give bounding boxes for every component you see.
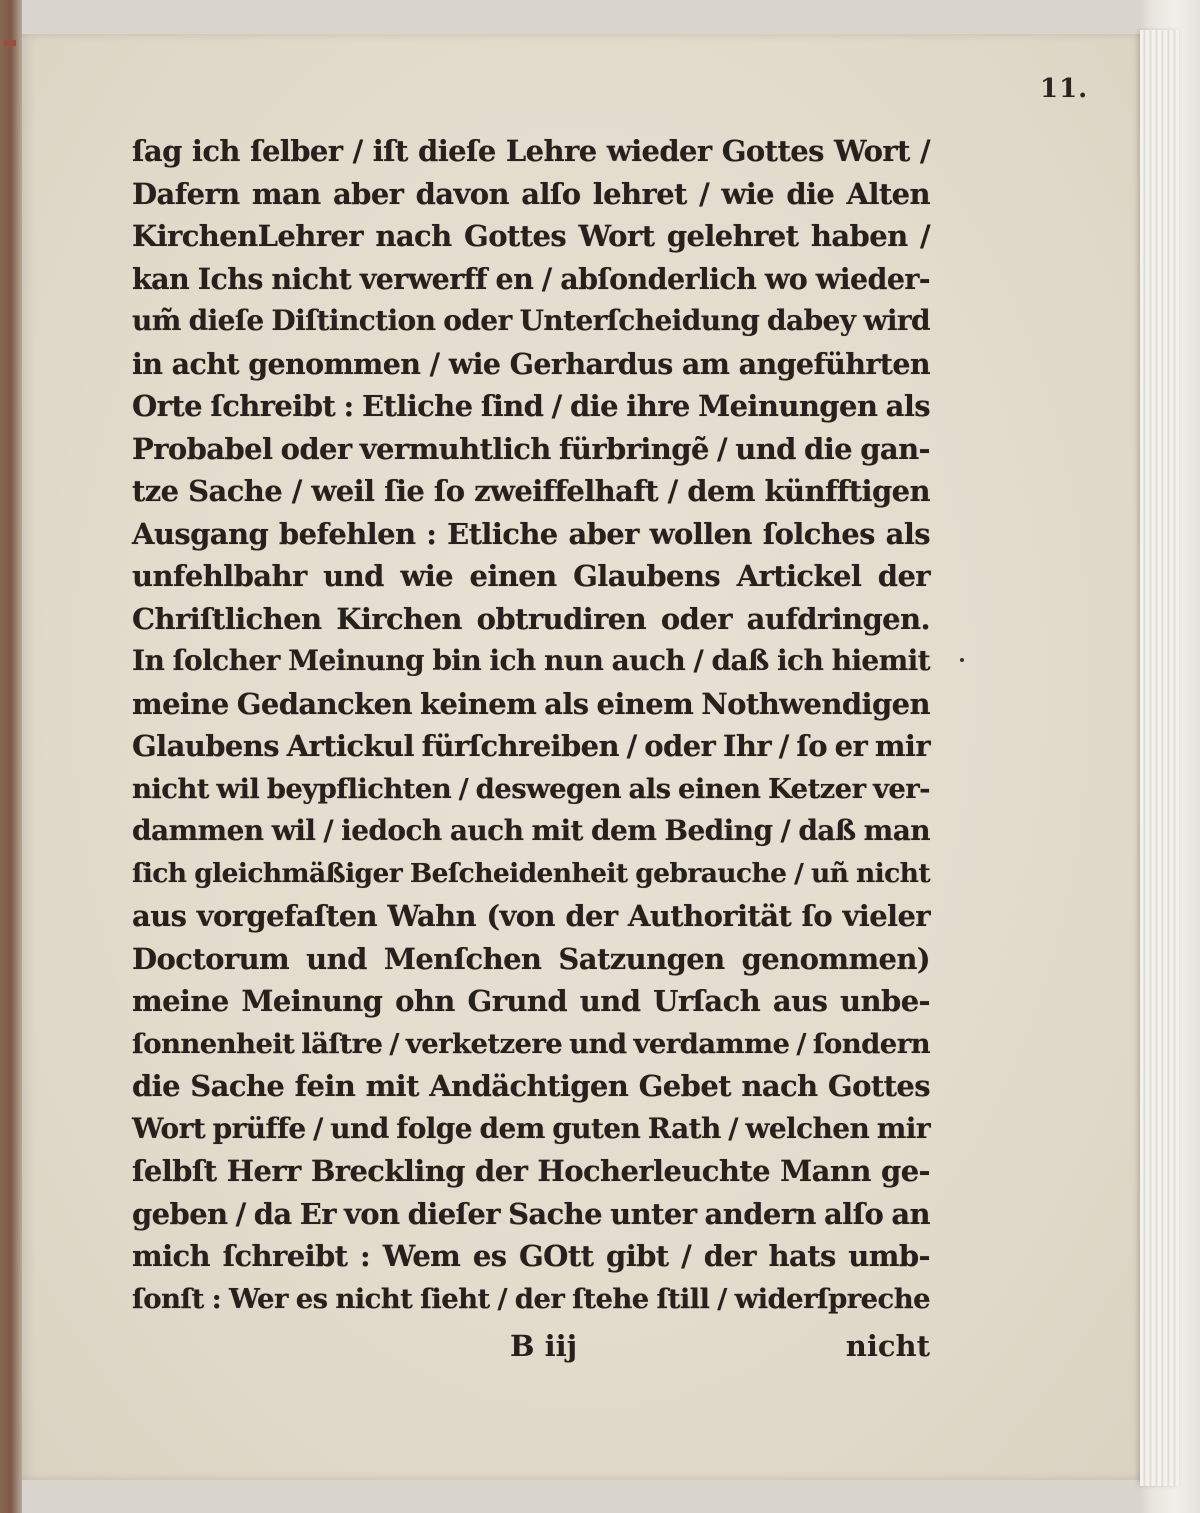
text-line: ſonnenheit läſtre / verketzere und verdamme / ſondern: [132, 1027, 930, 1060]
text-line: Doctorum und Menſchen Satzungen genommen): [132, 941, 930, 976]
text-line: ſelbſt Herr Breckling der Hocherleuchte Mann ge-: [132, 1154, 930, 1188]
text-line: ſag ich ſelber / iſt dieſe Lehre wieder Gottes Wort /: [132, 134, 930, 168]
page-footer: [132, 1329, 930, 1371]
text-line: Wort prüffe / und folge dem guten Rath / welchen mir: [132, 1111, 930, 1145]
ink-speck: [960, 658, 964, 662]
text-line: Orte ſchreibt : Etliche ſind / die ihre Meinungen als: [132, 389, 930, 423]
text-line: KirchenLehrer nach Gottes Wort gelehret haben /: [132, 219, 930, 253]
text-line: ſonſt : Wer es nicht ſieht / der ſtehe ſtill / widerſpreche: [132, 1282, 930, 1315]
text-line: meine Meinung ohn Grund und Urſach aus unbe-: [132, 984, 930, 1018]
text-line: nicht wil beypflichten / deswegen als einen Ketzer ver-: [132, 772, 930, 805]
text-line: dammen wil / iedoch auch mit dem Beding / daß man: [132, 814, 930, 847]
text-line: mich ſchreibt : Wem es GOtt gibt / der hats umb-: [132, 1239, 930, 1273]
text-line: Probabel oder vermuhtlich fürbringẽ / und die gan-: [132, 431, 930, 466]
page-edges: [1140, 30, 1180, 1486]
text-line: aus vorgefaſten Wahn (von der Authorität ſo vieler: [132, 899, 930, 933]
text-line: tze Sache / weil ſie ſo zweiffelhaft / dem künfftigen: [132, 474, 930, 508]
text-line: In ſolcher Meinung bin ich nun auch / daß ich hiemit: [132, 644, 930, 677]
catchword: nicht: [845, 1329, 930, 1363]
text-line: meine Gedancken keinem als einem Nothwendigen: [132, 686, 930, 721]
body-text: [132, 130, 930, 1320]
text-line: um̃ dieſe Diſtinction oder Unterſcheidung dabey wird: [132, 304, 930, 337]
page-number: 11.: [1040, 74, 1089, 104]
text-line: kan Ichs nicht verwerff en / abſonderlich wo wieder-: [132, 261, 930, 296]
text-line: Ausgang befehlen : Etliche aber wollen ſolches als: [132, 516, 930, 551]
text-line: in acht genommen / wie Gerhardus am angeführten: [132, 346, 930, 381]
binding-edge: [0, 0, 22, 1513]
text-line: Glaubens Artickul fürſchreiben / oder Ihr / ſo er mir: [132, 729, 930, 763]
text-line: Dafern man aber davon alſo lehret / wie die Alten: [132, 176, 930, 211]
text-line: geben / da Er von dieſer Sache unter andern alſo an: [132, 1196, 930, 1231]
signature-mark: B iij: [510, 1329, 578, 1363]
text-line: Chriſtlichen Kirchen obtrudiren oder aufdringen.: [132, 601, 930, 636]
text-line: ſich gleichmäßiger Beſcheidenheit gebrauche / uñ nicht: [132, 857, 930, 889]
text-line: die Sache fein mit Andächtigen Gebet nach Gottes: [132, 1069, 930, 1103]
text-line: unfehlbahr und wie einen Glaubens Artickel der: [132, 559, 930, 593]
